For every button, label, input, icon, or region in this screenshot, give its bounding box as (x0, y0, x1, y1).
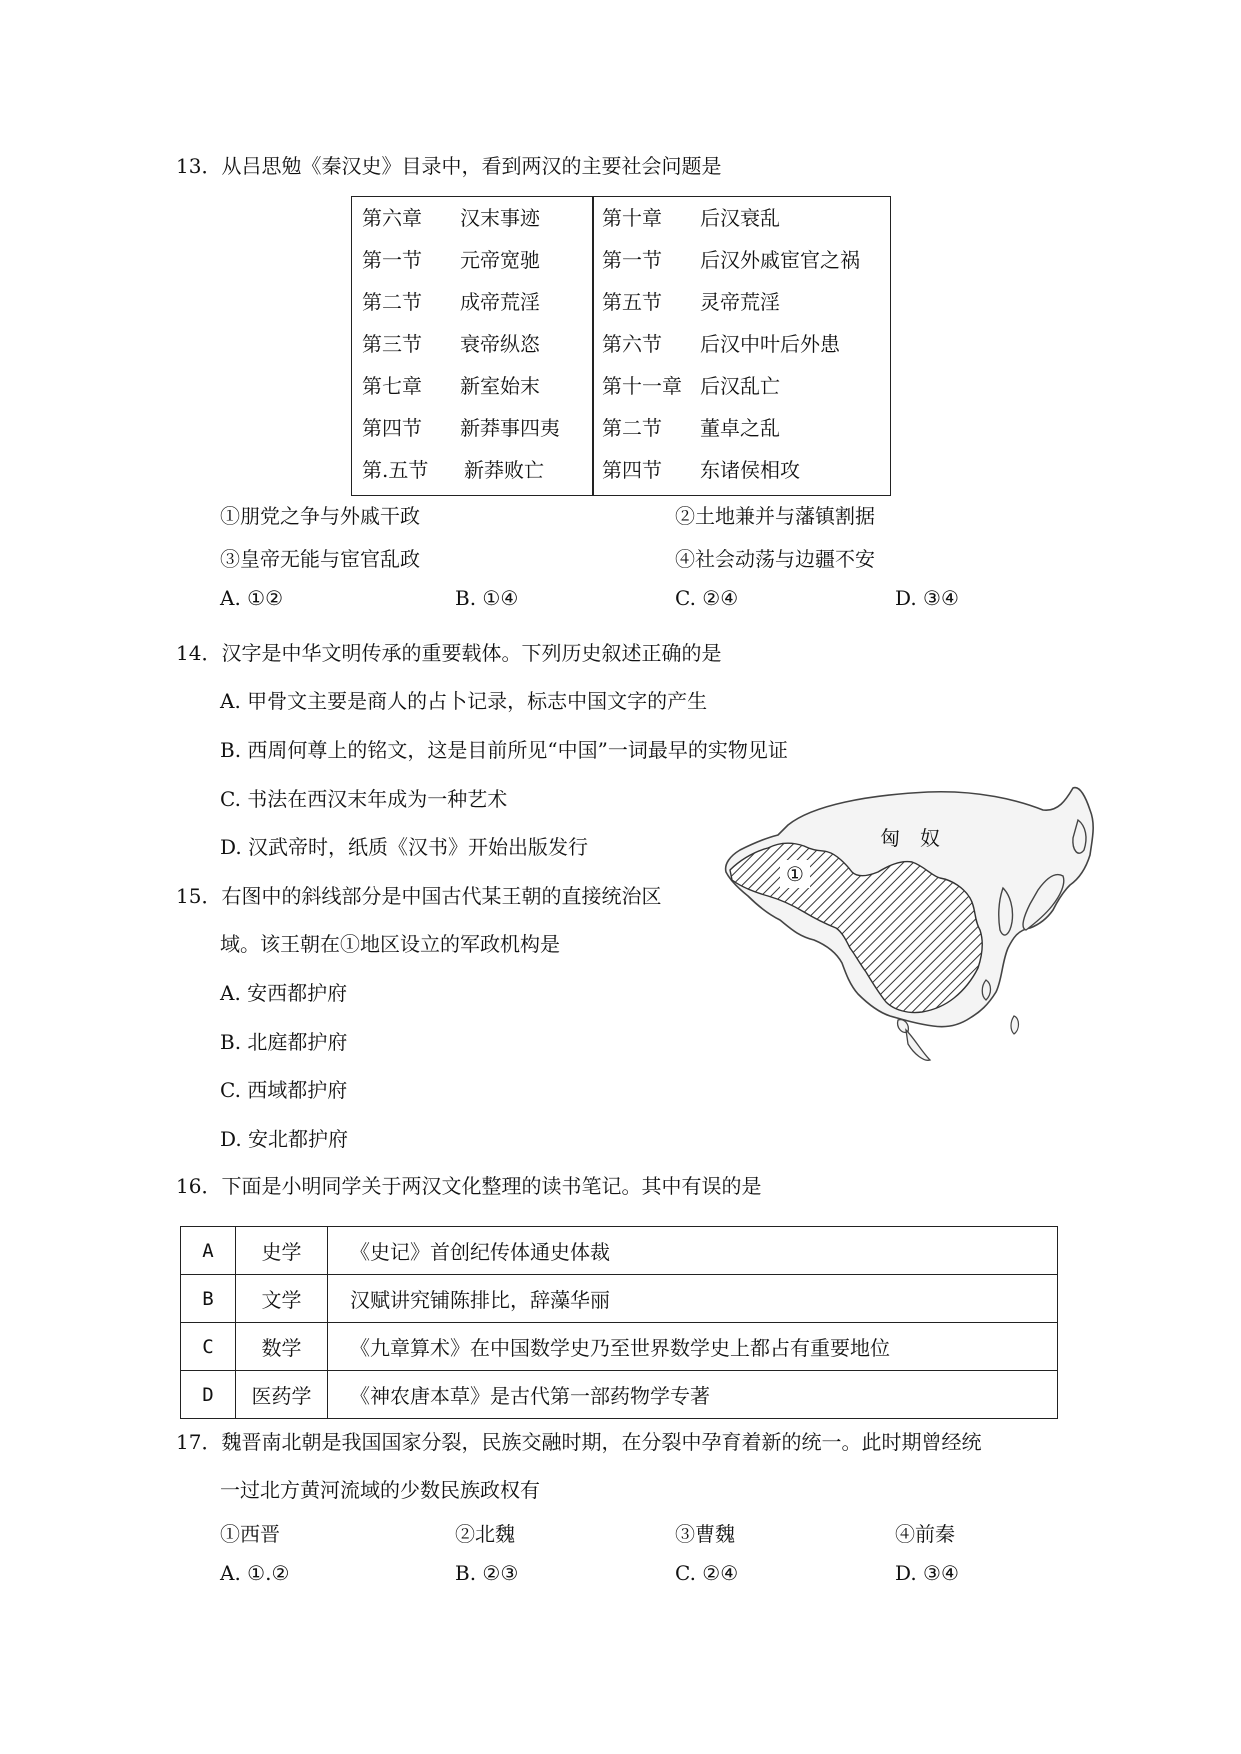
toc-left-title: 成帝荒淫 (460, 290, 540, 314)
row-subject: 史学 (236, 1227, 328, 1275)
toc-right-title: 灵帝荒淫 (700, 290, 780, 314)
toc-left-title: 汉末事迹 (460, 206, 540, 230)
toc-left-chapter: 第一节 (362, 248, 422, 272)
toc-right-title: 后汉乱亡 (700, 374, 780, 398)
toc-divider (592, 197, 594, 495)
row-subject: 数学 (236, 1323, 328, 1371)
toc-left-chapter: 第三节 (362, 332, 422, 356)
toc-right-chapter: 第十一章 (602, 374, 682, 398)
toc-right-chapter: 第五节 (602, 290, 662, 314)
q17-stem-line1: 17．魏晋南北朝是我国国家分裂，民族交融时期，在分裂中孕育着新的统一。此时期曾经统 (176, 1430, 982, 1454)
indochina-outline (906, 1030, 930, 1060)
row-subject: 医药学 (236, 1371, 328, 1419)
q13-stem: 13．从吕思勉《秦汉史》目录中，看到两汉的主要社会问题是 (176, 154, 722, 178)
q15-choice-d: D. 安北都护府 (220, 1127, 349, 1151)
toc-left-chapter: 第二节 (362, 290, 422, 314)
notes-table (180, 1226, 1058, 1419)
q17-choice-c: C. ②④ (675, 1561, 739, 1585)
toc-left-title: 新室始末 (460, 374, 540, 398)
q13-item-1: ①朋党之争与外戚干政 (220, 504, 420, 528)
toc-left-title: 衰帝纵恣 (460, 332, 540, 356)
row-content: 《九章算术》在中国数学史乃至世界数学史上都占有重要地位 (328, 1323, 1058, 1371)
toc-left-chapter: 第四节 (362, 416, 422, 440)
island-outline (1011, 1016, 1019, 1034)
q17-item-4: ④前秦 (895, 1522, 955, 1546)
toc-right-chapter: 第一节 (602, 248, 662, 272)
q17-stem-line2: 一过北方黄河流域的少数民族政权有 (220, 1478, 540, 1502)
toc-right-chapter: 第二节 (602, 416, 662, 440)
row-key: C (181, 1323, 236, 1371)
toc-right-title: 后汉中叶后外患 (700, 332, 840, 356)
q13-choice-d: D. ③④ (895, 586, 959, 610)
q17-choice-a: A. ①.② (220, 1561, 290, 1585)
row-key: A (181, 1227, 236, 1275)
q13-choice-b: B. ①④ (455, 586, 519, 610)
q13-choice-c: C. ②④ (675, 586, 739, 610)
region-marker: ① (786, 862, 804, 886)
row-key: B (181, 1275, 236, 1323)
q13-item-2: ②土地兼并与藩镇割据 (675, 504, 875, 528)
toc-right-chapter: 第四节 (602, 458, 662, 482)
toc-right-title: 东诸侯相攻 (700, 458, 800, 482)
row-content: 《史记》首创纪传体通史体裁 (328, 1227, 1058, 1275)
q14-choice-c: C. 书法在西汉末年成为一种艺术 (220, 787, 508, 811)
row-content: 《神农唐本草》是古代第一部药物学专著 (328, 1371, 1058, 1419)
q14-choice-b: B. 西周何尊上的铭文，这是目前所见“中国”一词最早的实物见证 (220, 738, 788, 762)
table-row (181, 1323, 1058, 1371)
toc-left-chapter: 第七章 (362, 374, 422, 398)
toc-right-title: 后汉衰乱 (700, 206, 780, 230)
q15-choice-a: A. 安西都护府 (220, 981, 348, 1005)
toc-right-title: 董卓之乱 (700, 416, 780, 440)
dynasty-map (718, 780, 1118, 1070)
q17-choice-d: D. ③④ (895, 1561, 959, 1585)
table-row (181, 1275, 1058, 1323)
q15-stem-line1: 15．右图中的斜线部分是中国古代某王朝的直接统治区 (176, 884, 662, 908)
toc-left-title: 新莽事四夷 (460, 416, 560, 440)
q16-stem: 16．下面是小明同学关于两汉文化整理的读书笔记。其中有误的是 (176, 1174, 762, 1198)
toc-right-chapter: 第六节 (602, 332, 662, 356)
xiongnu-label: 匈 奴 (880, 826, 940, 850)
q15-choice-b: B. 北庭都护府 (220, 1030, 348, 1054)
toc-box (351, 196, 891, 496)
q17-item-1: ①西晋 (220, 1522, 280, 1546)
toc-left-chapter: 第六章 (362, 206, 422, 230)
row-key: D (181, 1371, 236, 1419)
q13-item-3: ③皇帝无能与宦官乱政 (220, 547, 420, 571)
row-content: 汉赋讲究铺陈排比，辞藻华丽 (328, 1275, 1058, 1323)
q14-stem: 14．汉字是中华文明传承的重要载体。下列历史叙述正确的是 (176, 641, 722, 665)
q14-choice-a: A. 甲骨文主要是商人的占卜记录，标志中国文字的产生 (220, 689, 708, 713)
table-row (181, 1371, 1058, 1419)
q13-item-4: ④社会动荡与边疆不安 (675, 547, 875, 571)
toc-left-title: 元帝宽驰 (460, 248, 540, 272)
row-subject: 文学 (236, 1275, 328, 1323)
toc-left-chapter: 第.五节 (362, 458, 429, 482)
table-row (181, 1227, 1058, 1275)
toc-left-title: 新莽败亡 (464, 458, 544, 482)
q15-choice-c: C. 西域都护府 (220, 1078, 348, 1102)
q15-stem-line2: 域。该王朝在①地区设立的军政机构是 (220, 932, 560, 956)
q17-item-3: ③曹魏 (675, 1522, 735, 1546)
q17-choice-b: B. ②③ (455, 1561, 519, 1585)
toc-right-title: 后汉外戚宦官之祸 (700, 248, 860, 272)
q14-choice-d: D. 汉武帝时，纸质《汉书》开始出版发行 (220, 835, 589, 859)
q13-choice-a: A. ①② (220, 586, 284, 610)
q17-item-2: ②北魏 (455, 1522, 515, 1546)
toc-right-chapter: 第十章 (602, 206, 662, 230)
